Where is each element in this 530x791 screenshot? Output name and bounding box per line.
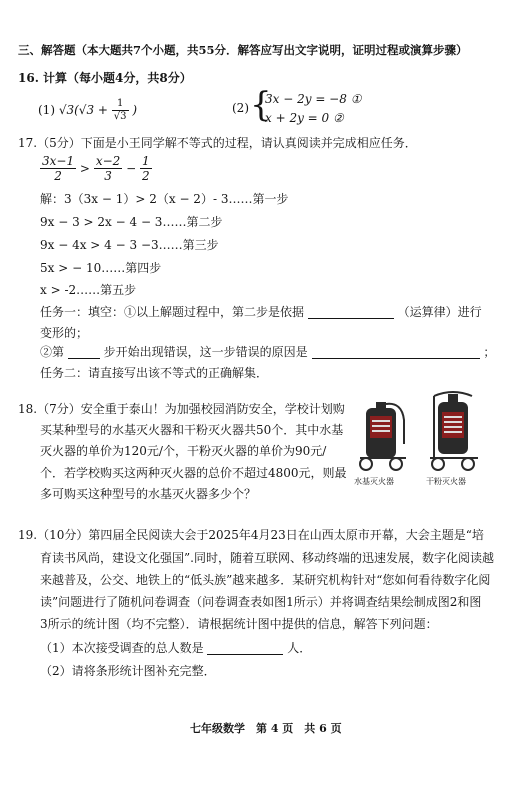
q17-task1-part2-c: ； (483, 345, 496, 359)
q18-line-1: 18.（7分）安全重于泰山！为加强校园消防安全，学校计划购 (18, 402, 345, 416)
q17-frac-1-den: 2 (54, 169, 62, 184)
q16-part1-label: (1) (38, 103, 55, 117)
q19-line-1: 19.（10分）第四届全民阅读大会于2025年4月23日在山西太原市开幕，大会主题是“培 (18, 528, 484, 542)
answer-blank-step-number[interactable] (68, 346, 100, 359)
q16-part2-label: (2) (232, 101, 249, 115)
q17-step-3: 9x − 4x > 4 − 3 −3……第三步 (40, 238, 219, 252)
q16-part1-frac-num: 1 (112, 98, 129, 111)
q19-line-4: 读”问题进行了随机问卷调查（问卷调查表如图1所示）并将调查结果绘制成图2和图 (40, 595, 482, 609)
powder-extinguisher-image (422, 388, 486, 474)
powder-extinguisher-caption: 干粉灭火器 (426, 477, 466, 486)
q17-step-2: 9x − 3 > 2x − 4 − 3……第二步 (40, 215, 223, 229)
section-title: 三、解答题（本大题共7个小题，共55分．解答应写出文字说明，证明过程或演算步骤） (18, 43, 468, 57)
q17-task1-text-a: 任务一：填空：①以上解题过程中，第二步是依据 (40, 305, 305, 319)
page-footer: 七年级数学 第 4 页 共 6 页 (190, 722, 342, 735)
q19-line-2: 育读书风尚，建设文化强国”.同时，随着互联网、移动终端的迅速发展，数字化阅读越 (40, 551, 494, 565)
q16-part1-frac-den: √3 (113, 111, 127, 122)
answer-blank-error-reason[interactable] (312, 346, 480, 359)
q17-minus: − (126, 161, 137, 176)
q17-frac-2 (94, 154, 122, 184)
q17-task1-text-c: 变形的； (40, 326, 89, 340)
q17-frac-1-num: 3x−1 (42, 154, 75, 168)
q17-task1-part2-a: ②第 (40, 345, 65, 359)
q17-frac-3-num: 1 (142, 154, 150, 168)
q17-step-4: 5x > − 10……第四步 (40, 261, 162, 275)
q18-line-2: 买某种型号的水基灭火器和干粉灭火器共50个．其中水基 (40, 423, 344, 437)
q17-task1-text-b: （运算律）进行 (397, 305, 482, 319)
q17-task1-line (40, 305, 482, 319)
q16-part1 (38, 98, 137, 123)
q16-part1-fraction (112, 98, 129, 123)
q19-line-3: 来越普及，公交、地铁上的“低头族”越来越多．某研究机构针对“您如何看待数字化阅 (40, 573, 491, 587)
q17-frac-2-den: 3 (104, 169, 112, 184)
system-brace: { (250, 85, 272, 125)
q19-question-1-a: （1）本次接受调查的总人数是 (40, 641, 204, 655)
q19-question-1-b: 人． (287, 641, 312, 655)
q19-question-2: （2）请将条形统计图补充完整． (40, 664, 216, 678)
q18-line-5: 多可购买这种型号的水基灭火器多少个？ (40, 487, 257, 501)
q16-heading: 16. 计算（每小题4分，共8分） (18, 71, 192, 85)
q17-inequality (40, 154, 152, 184)
q17-gt: > (79, 161, 90, 176)
q16-part2-eq1: 3x − 2y = −8 ① (265, 92, 362, 106)
q17-step-1: 解：3（3x − 1）> 2（x − 2）- 3……第一步 (40, 192, 289, 206)
q19-question-1-line (40, 641, 311, 655)
q17-task1-part2-line (40, 345, 495, 359)
q16-part1-expr-a: √3(√3 + (58, 103, 108, 117)
q17-frac-3-den: 2 (142, 169, 150, 184)
q19-line-5: 3所示的统计图（均不完整）．请根据统计图中提供的信息，解答下列问题： (40, 617, 438, 631)
q17-frac-2-num: x−2 (95, 154, 121, 168)
q17-task1-part2-b: 步开始出现错误，这一步错误的原因是 (103, 345, 308, 359)
q18-line-4: 个．若学校购买这两种灭火器的总价不超过4800元，则最 (40, 466, 347, 480)
q17-frac-3 (140, 154, 152, 184)
q18-line-3: 灭火器的单价为120元/个，干粉灭火器的单价为90元/ (40, 444, 327, 458)
water-extinguisher-image (352, 398, 414, 474)
answer-blank-operation-law[interactable] (308, 306, 394, 319)
q17-step-5: x > -2……第五步 (40, 283, 137, 297)
water-extinguisher-caption: 水基灭火器 (354, 477, 394, 486)
q16-part1-expr-b: ) (132, 103, 138, 117)
q17-frac-1 (40, 154, 76, 184)
q16-part2-eq2: x + 2y = 0 ② (265, 111, 344, 125)
q17-task2: 任务二：请直接写出该不等式的正确解集． (40, 366, 269, 380)
q17-heading: 17.（5分）下面是小王同学解不等式的过程，请认真阅读并完成相应任务． (18, 136, 417, 150)
answer-blank-total-people[interactable] (207, 642, 283, 655)
